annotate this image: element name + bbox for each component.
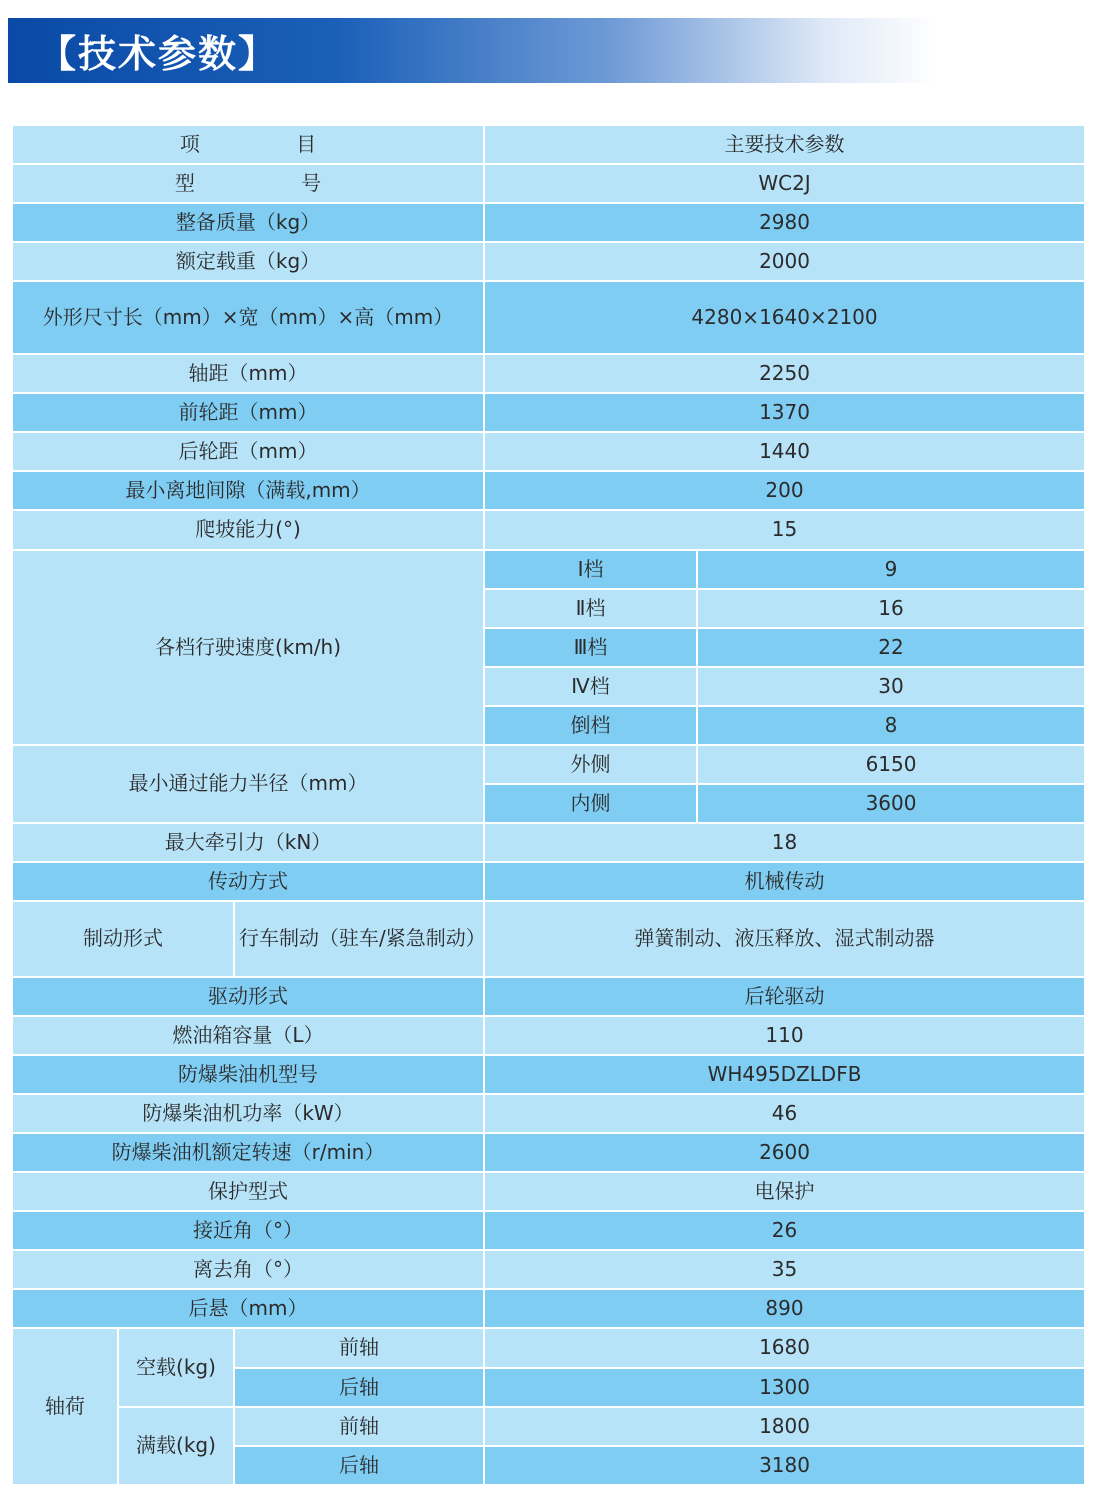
- gear-value: 30: [697, 667, 1085, 706]
- table-row: [12, 1133, 1085, 1172]
- table-row: [12, 1328, 1085, 1367]
- axle-value: 3180: [484, 1446, 1085, 1485]
- table-row: [12, 1289, 1085, 1328]
- row-label: 防爆柴油机额定转速（r/min）: [12, 1133, 484, 1172]
- table-row: [12, 901, 1085, 977]
- table-row: [12, 1407, 1085, 1446]
- header-item: 项 目: [12, 125, 484, 164]
- table-row: [12, 432, 1085, 471]
- axle-name: 前轴: [234, 1328, 484, 1367]
- axle-empty-label: 空载(kg): [118, 1328, 234, 1406]
- row-value: 46: [484, 1094, 1085, 1133]
- row-label: 驱动形式: [12, 977, 484, 1016]
- row-label: 最大牵引力（kN）: [12, 823, 484, 862]
- table-row: [12, 1211, 1085, 1250]
- row-label: 保护型式: [12, 1172, 484, 1211]
- radius-side: 外侧: [484, 745, 697, 784]
- row-value: 18: [484, 823, 1085, 862]
- header-value: 主要技术参数: [484, 125, 1085, 164]
- section-title: 【技术参数】: [38, 32, 279, 76]
- row-label: 型 号: [12, 164, 484, 203]
- row-value: 2250: [484, 354, 1085, 393]
- row-label: 前轮距（mm）: [12, 393, 484, 432]
- row-value: 26: [484, 1211, 1085, 1250]
- table-row: [12, 242, 1085, 281]
- axle-value: 1800: [484, 1407, 1085, 1446]
- axle-name: 后轴: [234, 1446, 484, 1485]
- row-label: 燃油箱容量（L）: [12, 1016, 484, 1055]
- gear-name: 倒档: [484, 706, 697, 745]
- row-label: 后悬（mm）: [12, 1289, 484, 1328]
- axle-name: 前轴: [234, 1407, 484, 1446]
- row-label: 离去角（°）: [12, 1250, 484, 1289]
- axle-label: 轴荷: [12, 1328, 118, 1485]
- row-label: 轴距（mm）: [12, 354, 484, 393]
- radius-side: 内侧: [484, 784, 697, 823]
- table-row: [12, 745, 1085, 784]
- row-value: WH495DZLDFB: [484, 1055, 1085, 1094]
- table-row: [12, 281, 1085, 354]
- gear-name: Ⅳ档: [484, 667, 697, 706]
- row-value: 15: [484, 510, 1085, 549]
- radius-value: 6150: [697, 745, 1085, 784]
- row-value: 1440: [484, 432, 1085, 471]
- row-label: 防爆柴油机型号: [12, 1055, 484, 1094]
- row-value: WC2J: [484, 164, 1085, 203]
- gear-name: Ⅲ档: [484, 628, 697, 667]
- radius-value: 3600: [697, 784, 1085, 823]
- gear-value: 9: [697, 550, 1085, 589]
- gear-value: 16: [697, 589, 1085, 628]
- table-row: [12, 510, 1085, 549]
- table-row: [12, 1250, 1085, 1289]
- row-value: 机械传动: [484, 862, 1085, 901]
- row-value: 后轮驱动: [484, 977, 1085, 1016]
- row-value: 电保护: [484, 1172, 1085, 1211]
- table-row: [12, 203, 1085, 242]
- row-value: 110: [484, 1016, 1085, 1055]
- section-banner: [8, 18, 938, 83]
- axle-value: 1680: [484, 1328, 1085, 1367]
- table-row: [12, 977, 1085, 1016]
- row-label: 最小离地间隙（满载,mm）: [12, 471, 484, 510]
- table-row: [12, 1055, 1085, 1094]
- speed-label: 各档行驶速度(km/h): [12, 550, 484, 745]
- table-row: [12, 862, 1085, 901]
- row-label: 传动方式: [12, 862, 484, 901]
- table-row: [12, 1172, 1085, 1211]
- gear-name: Ⅰ档: [484, 550, 697, 589]
- table-row: [12, 1094, 1085, 1133]
- gear-value: 8: [697, 706, 1085, 745]
- table-row: [12, 354, 1085, 393]
- gear-value: 22: [697, 628, 1085, 667]
- row-value: 1370: [484, 393, 1085, 432]
- axle-name: 后轴: [234, 1368, 484, 1407]
- radius-label: 最小通过能力半径（mm）: [12, 745, 484, 823]
- row-label: 爬坡能力(°): [12, 510, 484, 549]
- row-label: 后轮距（mm）: [12, 432, 484, 471]
- axle-value: 1300: [484, 1368, 1085, 1407]
- table-row: [12, 1016, 1085, 1055]
- axle-full-label: 满载(kg): [118, 1407, 234, 1485]
- brake-label: 制动形式: [12, 901, 234, 977]
- row-label: 整备质量（kg）: [12, 203, 484, 242]
- table-row: [12, 823, 1085, 862]
- row-value: 890: [484, 1289, 1085, 1328]
- brake-sub: 行车制动（驻车/紧急制动）: [234, 901, 484, 977]
- table-row: [12, 550, 1085, 589]
- row-label: 外形尺寸长（mm）×宽（mm）×高（mm）: [12, 281, 484, 354]
- row-value: 2000: [484, 242, 1085, 281]
- table-header-row: [12, 125, 1085, 164]
- row-value: 2600: [484, 1133, 1085, 1172]
- row-value: 200: [484, 471, 1085, 510]
- table-row: [12, 164, 1085, 203]
- row-value: 2980: [484, 203, 1085, 242]
- row-label: 防爆柴油机功率（kW）: [12, 1094, 484, 1133]
- row-label: 接近角（°）: [12, 1211, 484, 1250]
- row-value: 35: [484, 1250, 1085, 1289]
- row-value: 4280×1640×2100: [484, 281, 1085, 354]
- gear-name: Ⅱ档: [484, 589, 697, 628]
- table-row: [12, 393, 1085, 432]
- row-label: 额定载重（kg）: [12, 242, 484, 281]
- brake-value: 弹簧制动、液压释放、湿式制动器: [484, 901, 1085, 977]
- table-row: [12, 471, 1085, 510]
- spec-table: [11, 124, 1086, 1486]
